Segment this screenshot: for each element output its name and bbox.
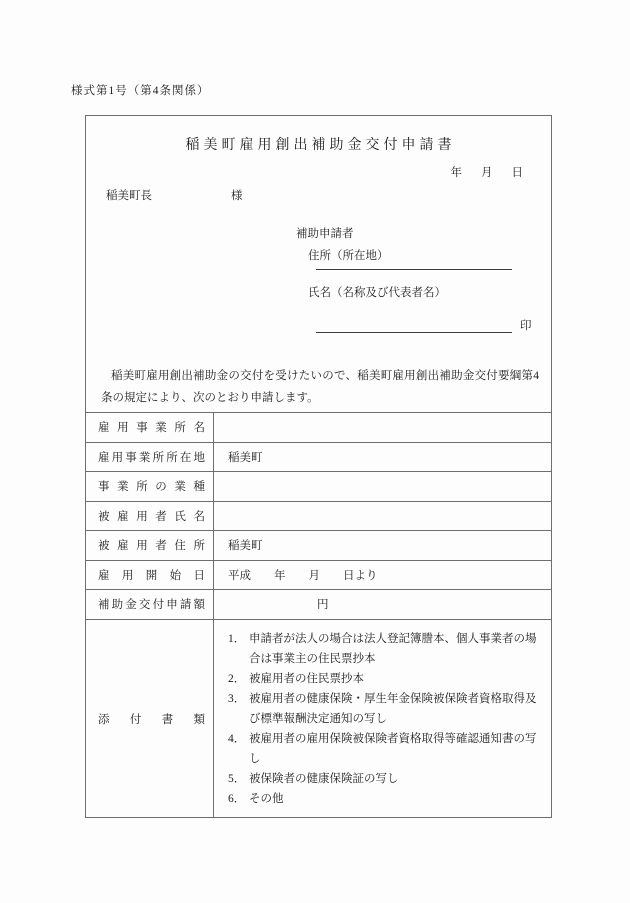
date-day-label: 日	[511, 167, 523, 179]
application-table	[86, 412, 551, 817]
row-label: 雇用事業所名	[86, 413, 214, 442]
form-title: 稲美町雇用創出補助金交付申請書	[185, 138, 456, 153]
addressee-title: 稲美町長	[106, 190, 152, 202]
item-number: 1．	[228, 632, 246, 645]
item-text: 申請者が法人の場合は法人登記簿謄本、個人事業者の場合は事業主の住民票抄本	[249, 632, 537, 665]
row-value: 稲美町	[228, 540, 263, 553]
attachment-item	[228, 629, 545, 669]
application-form-box	[85, 115, 552, 818]
row-value	[214, 472, 551, 501]
table-row-subsidy-amount	[86, 589, 551, 619]
table-row-employee-address	[86, 530, 551, 560]
row-label: 事業所の業種	[86, 472, 214, 501]
row-label: 被雇用者住所	[86, 531, 214, 560]
applicant-name-label: 氏名（名称及び代表者名）	[308, 287, 446, 299]
row-label: 雇用事業所所在地	[86, 443, 214, 472]
item-text: 被雇用者の健康保険・厚生年金保険被保険者資格取得及び標準報酬決定通知の写し	[249, 692, 537, 725]
item-number: 4．	[228, 732, 246, 745]
table-row-employer-name	[86, 412, 551, 442]
row-value	[214, 502, 551, 531]
form-number: 様式第1号（第4条関係）	[71, 85, 210, 97]
item-text: 被雇用者の雇用保険被保険者資格取得等確認通知書の写し	[249, 732, 537, 765]
row-value	[214, 413, 551, 442]
table-row-business-type	[86, 471, 551, 501]
attachment-item	[228, 689, 545, 729]
table-row-employee-name	[86, 501, 551, 531]
item-number: 5．	[228, 772, 246, 785]
item-text: 被雇用者の住民票抄本	[249, 672, 364, 685]
date-month-label: 月	[481, 167, 493, 179]
item-text: その他	[249, 792, 284, 805]
table-row-attachments	[86, 619, 551, 818]
attachments-list	[214, 620, 551, 818]
row-label: 雇用開始日	[86, 561, 214, 590]
table-row-employment-start-date	[86, 560, 551, 590]
attachments-label: 添付書類	[86, 620, 214, 818]
seal-label: 印	[520, 320, 532, 332]
declaration-text: 稲美町雇用創出補助金の交付を受けたいので、稲美町雇用創出補助金交付要綱第4条の規定により、次のとおり申請します。	[101, 370, 539, 404]
row-value: 円	[317, 599, 329, 612]
addressee	[106, 187, 243, 203]
date-line	[451, 164, 524, 180]
table-row-employer-address	[86, 442, 551, 472]
date-year-label: 年	[450, 167, 462, 179]
applicant-heading: 補助申請者	[296, 228, 354, 240]
row-label: 被雇用者氏名	[86, 502, 214, 531]
item-number: 2．	[228, 672, 246, 685]
row-value: 稲美町	[228, 451, 263, 464]
applicant-name-fill-line-wrap	[316, 319, 532, 333]
attachment-item	[228, 789, 545, 809]
applicant-address-label: 住所（所在地）	[308, 250, 389, 262]
item-text: 被保険者の健康保険証の写し	[249, 772, 399, 785]
attachment-item	[228, 729, 545, 769]
item-number: 3．	[228, 692, 246, 705]
item-number: 6．	[228, 792, 246, 805]
attachment-item	[228, 669, 545, 689]
attachment-item	[228, 769, 545, 789]
row-label: 補助金交付申請額	[86, 590, 214, 619]
row-value: 平成 年 月 日より	[228, 569, 378, 582]
addressee-honorific: 様	[231, 190, 243, 202]
applicant-name-fill-line	[316, 319, 512, 333]
applicant-address-fill-line	[316, 269, 512, 270]
